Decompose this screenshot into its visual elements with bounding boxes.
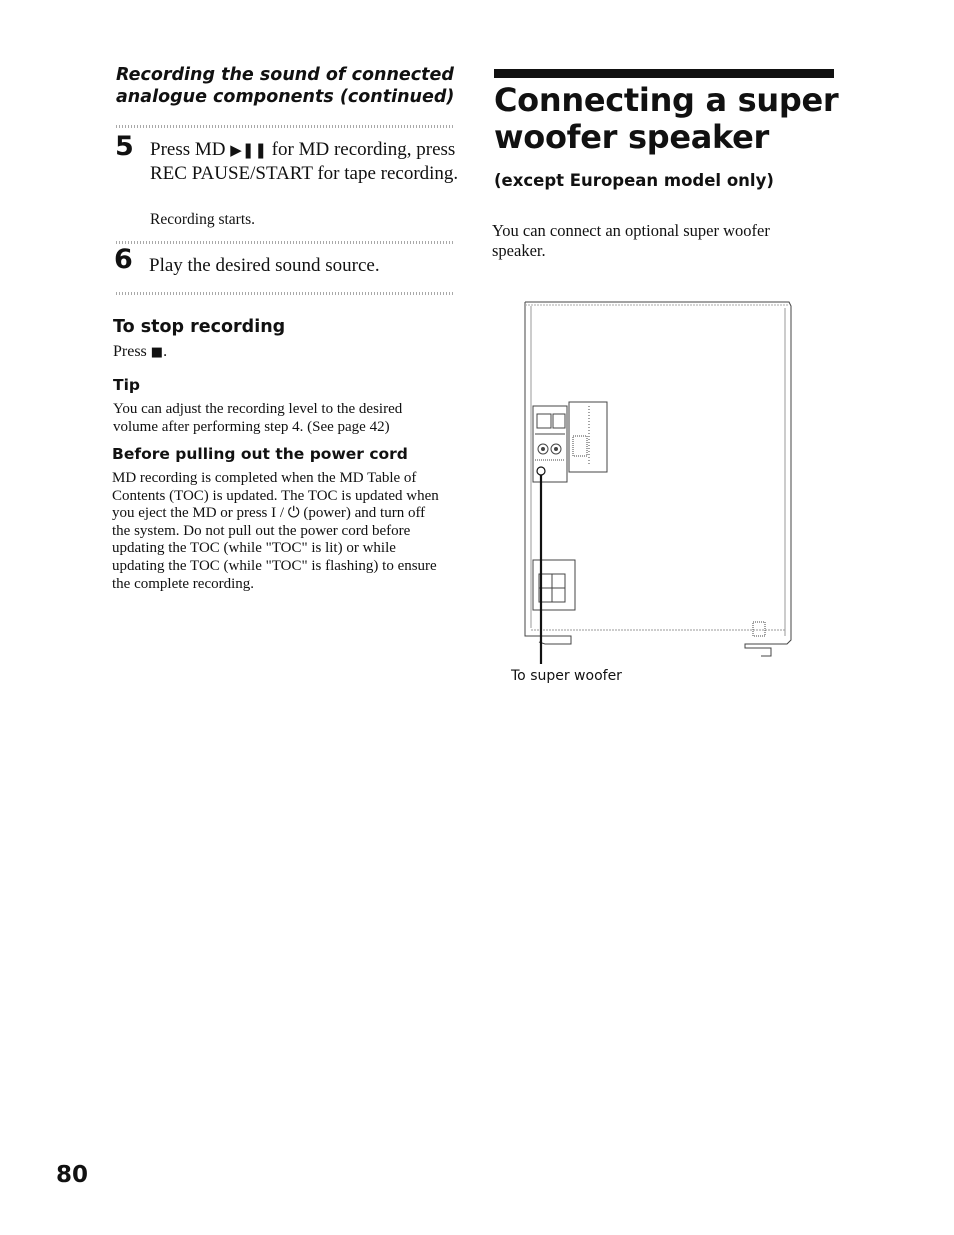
foot-connector — [753, 622, 765, 636]
jack-socket — [553, 414, 565, 428]
step-6-text: Play the desired sound source. — [149, 255, 380, 276]
power-cord-heading: Before pulling out the power cord — [112, 445, 408, 463]
stop-text: Press — [113, 343, 147, 360]
power-cord-text: MD recording is completed when the MD Table of Contents (TOC) is updated. The TOC is updated when you eject the MD or press I / ⏻ (power) and turn off the system. Do not pull out the power cord before updating the TOC (while "TOC" is lit) or while updating the TOC (while "TOC" is flashing) to ensure the complete recording. — [112, 470, 439, 592]
jack-panel — [533, 406, 567, 482]
continued-section-title: Recording the sound of connected analogue components (continued) — [116, 65, 455, 107]
page-title: Connecting a super woofer speaker — [494, 81, 839, 156]
play-pause-icon: ▶❚❚ — [230, 141, 267, 159]
cabinet-outline-left — [525, 302, 571, 644]
divider — [116, 125, 454, 128]
stop-recording-heading: To stop recording — [113, 317, 286, 337]
cable-plug-icon — [537, 467, 545, 475]
intro-text: You can connect an optional super woofer speaker. — [492, 221, 770, 260]
step-5-text — [150, 138, 460, 185]
step-5-text-post: for MD recording, press REC PAUSE/START for tape recording. — [150, 139, 459, 184]
step-number: 6 — [114, 244, 133, 275]
rca-jack-center — [555, 448, 558, 451]
step-5-note: Recording starts. — [150, 211, 256, 228]
rca-jack-center — [542, 448, 545, 451]
tip-heading: Tip — [113, 376, 140, 394]
tip-text: You can adjust the recording level to the desired volume after performing step 4. (See page 42) — [113, 401, 403, 435]
stop-period: . — [163, 343, 168, 360]
divider — [116, 241, 454, 244]
section-rule — [494, 69, 834, 78]
page-number: 80 — [56, 1162, 89, 1188]
divider — [116, 292, 454, 295]
terminal — [573, 436, 587, 456]
cabinet-outline — [525, 302, 791, 656]
rear-panel-illustration — [515, 296, 800, 668]
step-number: 5 — [115, 131, 134, 162]
jack-socket — [537, 414, 551, 428]
page-subtitle: (except European model only) — [494, 171, 774, 190]
step-5-text-pre: Press MD — [150, 139, 226, 160]
jack-panel-right — [569, 402, 607, 472]
stop-recording-text — [113, 343, 167, 361]
figure-caption: To super woofer — [511, 668, 622, 684]
stop-icon: ■ — [150, 345, 164, 360]
